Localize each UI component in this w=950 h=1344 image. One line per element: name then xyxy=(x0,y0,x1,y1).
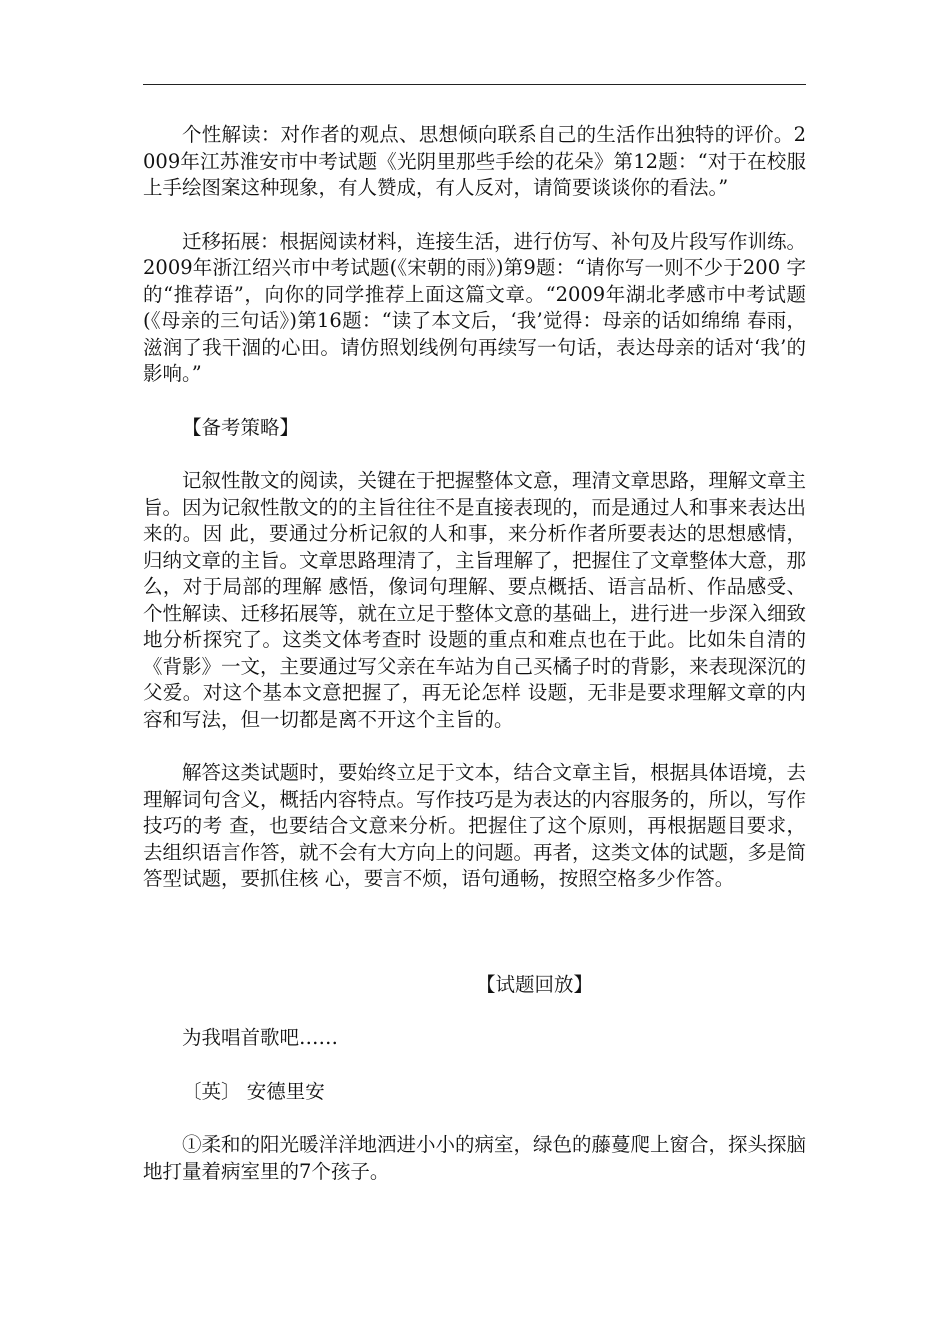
article-title: 为我唱首歌吧…… xyxy=(182,1026,339,1049)
document-body xyxy=(143,122,806,1212)
section-heading-strategy: 【备考策略】 xyxy=(182,415,300,439)
section-spacer xyxy=(143,920,806,972)
paragraph-personal-interpretation: 个性解读：对作者的观点、思想倾向联系自己的生活作出独特的评价。2009年江苏淮安市中考试题《光阴里那些手绘的花朵》第12题：“对于在校服上手绘图案这种现象，有人赞成，有人反对，请简要谈谈你的看法。” xyxy=(143,123,806,199)
section-heading-review: 【试题回放】 xyxy=(475,972,593,996)
paragraph-reading-strategy: 记叙性散文的阅读，关键在于把握整体文意，理清文章思路，理解文章主旨。因为记叙性散文的的主旨往往不是直接表现的，而是通过人和事来表达出来的。因 此，要通过分析记叙的人和事，来分析作者所要表达的思想感情，归纳文章的主旨。文章思路理清了，主旨理解了，把握住了文章整体大意，那么，对于局部的理解 感悟，像词句理解、要点概括、语言品析、作品感受、个性解读、迁移拓展等，就在立足于整体文意的基础上，进行进一步深入细致地分析探究了。这类文体考查时 设题的重点和难点也在于此。比如朱自清的《背影》一文，主要通过写父亲在车站为自己买橘子时的背影，来表现深沉的父爱。对这个基本文意把握了，再无论怎样 设题，无非是要求理解文章的内容和写法，但一切都是离不开这个主旨的。 xyxy=(143,469,807,731)
paragraph-transfer-extension: 迁移拓展：根据阅读材料，连接生活，进行仿写、补句及片段写作训练。2009年浙江绍兴市中考试题(《宋朝的雨》)第9题：“请你写一则不少于200 字的“推荐语”，向你的同学推荐上面这篇文章。“2009年湖北孝感市中考试题(《母亲的三句话》)第16题：“读了本文后，‘我’觉得：母亲的话如绵绵 春雨，滋润了我干涸的心田。请仿照划线例句再续写一句话，表达母亲的话对‘我’的影响。” xyxy=(143,229,807,385)
header-rule xyxy=(143,84,806,85)
article-author: 〔英〕 安德里安 xyxy=(182,1079,325,1103)
article-paragraph-1: ①柔和的阳光暖洋洋地洒进小小的病室，绿色的藤蔓爬上窗合，探头探脑地打量着病室里的7个孩子。 xyxy=(143,1133,807,1183)
paragraph-answering-strategy: 解答这类试题时，要始终立足于文本，结合文章主旨，根据具体语境，去理解词句含义，概括内容特点。写作技巧是为表达的内容服务的，所以，写作技巧的考 查，也要结合文意来分析。把握住了这个原则，再根据题目要求，去组织语言作答，就不会有大方向上的问题。再者，这类文体的试题，多是简答型试题，要抓住核 心，要言不烦，语句通畅，按照空格多少作答。 xyxy=(143,761,807,890)
